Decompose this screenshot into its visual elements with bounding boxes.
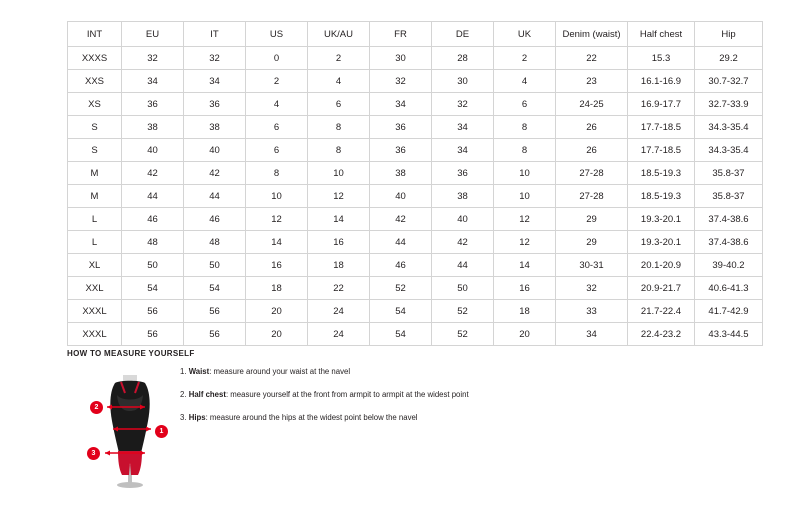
- cell-eu: 44: [122, 185, 184, 208]
- cell-uk-au: 2: [308, 47, 370, 70]
- cell-denim-waist: 22: [556, 47, 628, 70]
- cell-it: 46: [184, 208, 246, 231]
- cell-fr: 42: [370, 208, 432, 231]
- table-row: [68, 70, 763, 93]
- cell-uk: 14: [494, 254, 556, 277]
- cell-hip: 32.7-33.9: [695, 93, 763, 116]
- cell-uk: 12: [494, 208, 556, 231]
- measure-item-waist: [180, 366, 600, 377]
- cell-us: 20: [246, 300, 308, 323]
- column-header-int: INT: [68, 22, 122, 47]
- cell-eu: 40: [122, 139, 184, 162]
- cell-hip: 34.3-35.4: [695, 116, 763, 139]
- cell-half-chest: 15.3: [628, 47, 695, 70]
- cell-fr: 36: [370, 116, 432, 139]
- cell-fr: 32: [370, 70, 432, 93]
- table-body: [68, 47, 763, 346]
- cell-us: 20: [246, 323, 308, 346]
- table-row: [68, 208, 763, 231]
- measure-item-term: Half chest: [188, 390, 226, 399]
- cell-it: 50: [184, 254, 246, 277]
- cell-fr: 36: [370, 139, 432, 162]
- cell-half-chest: 20.1-20.9: [628, 254, 695, 277]
- cell-de: 44: [432, 254, 494, 277]
- cell-it: 54: [184, 277, 246, 300]
- cell-us: 10: [246, 185, 308, 208]
- table-row: [68, 47, 763, 70]
- cell-it: 36: [184, 93, 246, 116]
- cell-denim-waist: 27-28: [556, 162, 628, 185]
- cell-uk: 18: [494, 300, 556, 323]
- cell-it: 40: [184, 139, 246, 162]
- cell-de: 52: [432, 323, 494, 346]
- cell-int: L: [68, 231, 122, 254]
- cell-eu: 38: [122, 116, 184, 139]
- cell-half-chest: 17.7-18.5: [628, 139, 695, 162]
- cell-half-chest: 19.3-20.1: [628, 208, 695, 231]
- cell-uk-au: 12: [308, 185, 370, 208]
- table-header: [68, 22, 763, 47]
- cell-eu: 36: [122, 93, 184, 116]
- table-row: [68, 139, 763, 162]
- how-to-measure-title: HOW TO MEASURE YOURSELF: [67, 349, 195, 358]
- cell-uk-au: 6: [308, 93, 370, 116]
- cell-us: 16: [246, 254, 308, 277]
- cell-half-chest: 20.9-21.7: [628, 277, 695, 300]
- table-row: [68, 93, 763, 116]
- column-header-us: US: [246, 22, 308, 47]
- measure-badge-3: 3: [87, 447, 100, 460]
- cell-uk: 10: [494, 162, 556, 185]
- table-row: [68, 162, 763, 185]
- cell-eu: 56: [122, 323, 184, 346]
- column-header-hip: Hip: [695, 22, 763, 47]
- cell-uk-au: 8: [308, 116, 370, 139]
- column-header-uk: UK: [494, 22, 556, 47]
- cell-hip: 37.4-38.6: [695, 231, 763, 254]
- cell-uk: 2: [494, 47, 556, 70]
- cell-fr: 46: [370, 254, 432, 277]
- cell-fr: 52: [370, 277, 432, 300]
- column-header-de: DE: [432, 22, 494, 47]
- cell-de: 50: [432, 277, 494, 300]
- cell-denim-waist: 24-25: [556, 93, 628, 116]
- cell-it: 42: [184, 162, 246, 185]
- cell-us: 0: [246, 47, 308, 70]
- cell-us: 18: [246, 277, 308, 300]
- cell-eu: 48: [122, 231, 184, 254]
- cell-de: 38: [432, 185, 494, 208]
- cell-uk: 4: [494, 70, 556, 93]
- measure-item-text: : measure around your waist at the navel: [209, 367, 351, 376]
- column-header-half-chest: Half chest: [628, 22, 695, 47]
- cell-denim-waist: 23: [556, 70, 628, 93]
- size-chart-table: [67, 21, 763, 346]
- cell-eu: 34: [122, 70, 184, 93]
- cell-fr: 54: [370, 323, 432, 346]
- cell-denim-waist: 27-28: [556, 185, 628, 208]
- cell-hip: 29.2: [695, 47, 763, 70]
- cell-half-chest: 19.3-20.1: [628, 231, 695, 254]
- table-row: [68, 185, 763, 208]
- cell-uk-au: 24: [308, 323, 370, 346]
- how-to-measure-list: [180, 366, 600, 435]
- cell-fr: 38: [370, 162, 432, 185]
- cell-de: 52: [432, 300, 494, 323]
- cell-hip: 39-40.2: [695, 254, 763, 277]
- cell-denim-waist: 30-31: [556, 254, 628, 277]
- cell-denim-waist: 26: [556, 139, 628, 162]
- cell-eu: 54: [122, 277, 184, 300]
- cell-int: XXXL: [68, 300, 122, 323]
- column-header-denim-waist: Denim (waist): [556, 22, 628, 47]
- cell-int: M: [68, 162, 122, 185]
- cell-half-chest: 16.9-17.7: [628, 93, 695, 116]
- cell-de: 34: [432, 116, 494, 139]
- table-row: [68, 300, 763, 323]
- cell-denim-waist: 29: [556, 231, 628, 254]
- measure-badge-2: 2: [90, 401, 103, 414]
- cell-uk-au: 14: [308, 208, 370, 231]
- cell-int: XXS: [68, 70, 122, 93]
- cell-hip: 35.8-37: [695, 185, 763, 208]
- cell-hip: 30.7-32.7: [695, 70, 763, 93]
- cell-eu: 56: [122, 300, 184, 323]
- measure-item-term: Waist: [188, 367, 210, 376]
- cell-de: 40: [432, 208, 494, 231]
- cell-denim-waist: 26: [556, 116, 628, 139]
- size-chart-table-container: [67, 21, 749, 346]
- column-header-eu: EU: [122, 22, 184, 47]
- cell-uk: 20: [494, 323, 556, 346]
- cell-it: 34: [184, 70, 246, 93]
- table-row: [68, 116, 763, 139]
- cell-uk: 6: [494, 93, 556, 116]
- cell-int: L: [68, 208, 122, 231]
- cell-int: XL: [68, 254, 122, 277]
- cell-it: 56: [184, 300, 246, 323]
- cell-denim-waist: 29: [556, 208, 628, 231]
- measure-badge-1: 1: [155, 425, 168, 438]
- cell-half-chest: 22.4-23.2: [628, 323, 695, 346]
- table-row: [68, 323, 763, 346]
- cell-uk-au: 18: [308, 254, 370, 277]
- measure-item-hips: [180, 412, 600, 423]
- cell-int: XXXL: [68, 323, 122, 346]
- cell-hip: 41.7-42.9: [695, 300, 763, 323]
- cell-de: 36: [432, 162, 494, 185]
- column-header-fr: FR: [370, 22, 432, 47]
- cell-de: 42: [432, 231, 494, 254]
- cell-us: 2: [246, 70, 308, 93]
- cell-de: 32: [432, 93, 494, 116]
- measure-item-text: : measure around the hips at the widest point below the navel: [205, 413, 418, 422]
- cell-int: S: [68, 139, 122, 162]
- cell-hip: 34.3-35.4: [695, 139, 763, 162]
- cell-uk: 8: [494, 116, 556, 139]
- cell-it: 44: [184, 185, 246, 208]
- cell-us: 4: [246, 93, 308, 116]
- cell-it: 48: [184, 231, 246, 254]
- cell-fr: 44: [370, 231, 432, 254]
- cell-us: 8: [246, 162, 308, 185]
- cell-uk: 10: [494, 185, 556, 208]
- cell-int: S: [68, 116, 122, 139]
- cell-half-chest: 18.5-19.3: [628, 185, 695, 208]
- cell-uk: 12: [494, 231, 556, 254]
- cell-int: XXL: [68, 277, 122, 300]
- cell-fr: 30: [370, 47, 432, 70]
- cell-denim-waist: 34: [556, 323, 628, 346]
- table-row: [68, 231, 763, 254]
- cell-int: XXXS: [68, 47, 122, 70]
- cell-uk-au: 16: [308, 231, 370, 254]
- cell-uk-au: 4: [308, 70, 370, 93]
- measure-item-number: 1.: [180, 367, 187, 376]
- cell-hip: 35.8-37: [695, 162, 763, 185]
- cell-us: 6: [246, 116, 308, 139]
- cell-us: 12: [246, 208, 308, 231]
- cell-fr: 34: [370, 93, 432, 116]
- cell-int: M: [68, 185, 122, 208]
- cell-hip: 37.4-38.6: [695, 208, 763, 231]
- cell-eu: 50: [122, 254, 184, 277]
- cell-uk: 16: [494, 277, 556, 300]
- cell-fr: 54: [370, 300, 432, 323]
- cell-uk-au: 10: [308, 162, 370, 185]
- cell-fr: 40: [370, 185, 432, 208]
- cell-eu: 46: [122, 208, 184, 231]
- measure-item-number: 3.: [180, 413, 187, 422]
- cell-half-chest: 18.5-19.3: [628, 162, 695, 185]
- cell-de: 30: [432, 70, 494, 93]
- column-header-it: IT: [184, 22, 246, 47]
- cell-denim-waist: 32: [556, 277, 628, 300]
- cell-it: 38: [184, 116, 246, 139]
- cell-de: 34: [432, 139, 494, 162]
- table-row: [68, 254, 763, 277]
- cell-half-chest: 16.1-16.9: [628, 70, 695, 93]
- cell-hip: 40.6-41.3: [695, 277, 763, 300]
- cell-de: 28: [432, 47, 494, 70]
- column-header-uk-au: UK/AU: [308, 22, 370, 47]
- cell-uk: 8: [494, 139, 556, 162]
- table-row: [68, 277, 763, 300]
- table-header-row: [68, 22, 763, 47]
- cell-hip: 43.3-44.5: [695, 323, 763, 346]
- cell-us: 14: [246, 231, 308, 254]
- cell-uk-au: 8: [308, 139, 370, 162]
- cell-uk-au: 24: [308, 300, 370, 323]
- measure-item-number: 2.: [180, 390, 187, 399]
- cell-it: 32: [184, 47, 246, 70]
- cell-uk-au: 22: [308, 277, 370, 300]
- measure-item-half-chest: [180, 389, 600, 400]
- measure-item-text: : measure yourself at the front from armpit to armpit at the widest point: [225, 390, 469, 399]
- cell-half-chest: 17.7-18.5: [628, 116, 695, 139]
- cell-eu: 32: [122, 47, 184, 70]
- cell-us: 6: [246, 139, 308, 162]
- cell-int: XS: [68, 93, 122, 116]
- cell-eu: 42: [122, 162, 184, 185]
- cell-half-chest: 21.7-22.4: [628, 300, 695, 323]
- mannequin-illustration: [85, 365, 175, 490]
- measure-item-term: Hips: [188, 413, 206, 422]
- cell-denim-waist: 33: [556, 300, 628, 323]
- cell-it: 56: [184, 323, 246, 346]
